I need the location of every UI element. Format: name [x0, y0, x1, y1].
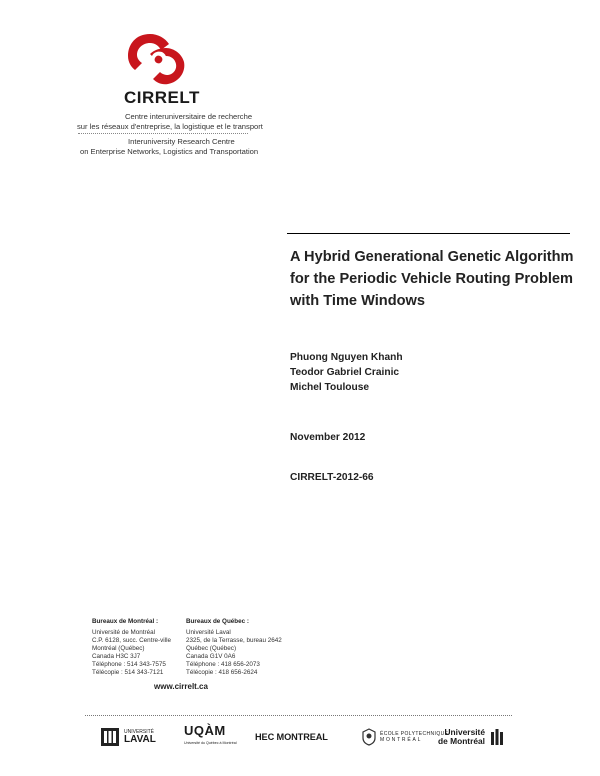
udem-tower-icon	[489, 728, 505, 746]
partner-polytechnique-logo: ÉCOLE POLYTECHNIQUE MONTRÉAL	[362, 722, 448, 752]
polytechnique-crest-icon	[362, 728, 376, 746]
partners-divider	[85, 715, 512, 716]
partner-hec-logo: HEC MONTREAL	[255, 732, 328, 742]
author-name: Phuong Nguyen Khanh	[290, 352, 403, 363]
tagline-french: Centre interuniversitaire de recherche sur les réseaux d'entreprise, la logistique et le transport	[77, 112, 263, 131]
author-name: Teodor Gabriel Crainic	[290, 367, 400, 378]
office-quebec: Bureaux de Québec : Université Laval 2325, de la Terrasse, bureau 2642 Québec (Québec) Canada G1V 0A6 Téléphone : 418 656-2073 Télécopie : 418 656-2624	[186, 618, 282, 676]
office-montreal: Bureaux de Montréal : Université de Montréal C.P. 6128, succ. Centre-ville Montréal (Québec) Canada H3C 3J7 Téléphone : 514 343-7575 Télécopie : 514 343-7121	[92, 618, 171, 676]
cirrelt-logo-mark-icon	[122, 30, 194, 88]
report-number: CIRRELT-2012-66	[290, 472, 374, 483]
website-link[interactable]: www.cirrelt.ca	[154, 682, 208, 691]
paper-title: A Hybrid Generational Genetic Algorithm for the Periodic Vehicle Routing Problem with Time Windows	[290, 249, 574, 309]
tagline-divider	[78, 133, 248, 134]
author-name: Michel Toulouse	[290, 382, 370, 393]
partner-laval-logo: UNIVERSITÉ LAVAL	[100, 722, 156, 752]
partner-uqam-logo: UQÀM Université du Québec à Montréal	[184, 723, 237, 745]
author-list	[290, 350, 403, 395]
title-rule	[287, 233, 570, 234]
publication-date: November 2012	[290, 432, 366, 443]
brand-name: CIRRELT	[124, 88, 200, 107]
partner-udem-logo: Université de Montréal	[438, 722, 505, 752]
tagline-english: Interuniversity Research Centre on Enterprise Networks, Logistics and Transportation	[80, 137, 259, 156]
laval-crest-icon	[100, 727, 120, 747]
